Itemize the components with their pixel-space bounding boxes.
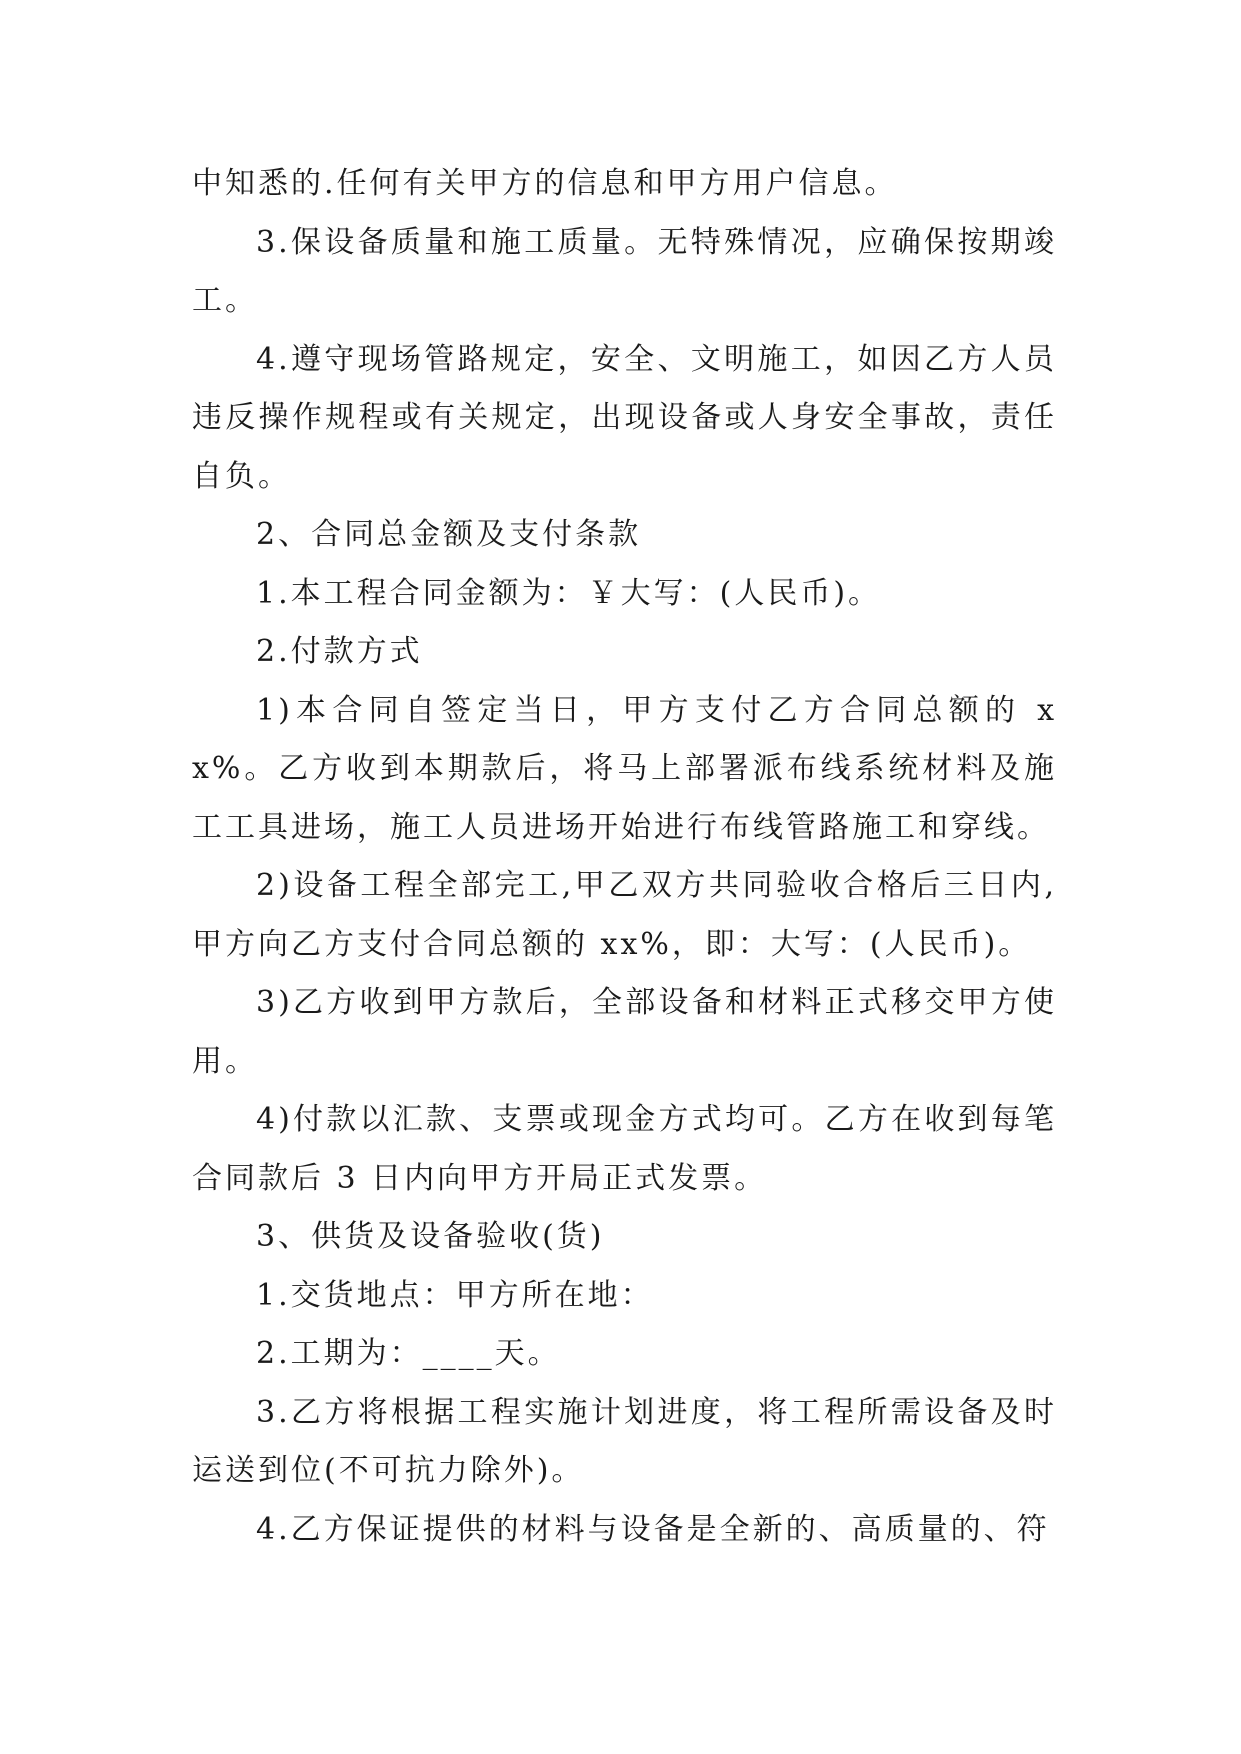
section-heading-delivery: 3、供货及设备验收(货) bbox=[256, 1219, 605, 1254]
section-heading-payment: 2、合同总金额及支付条款 bbox=[256, 517, 642, 552]
paragraph-safety-clause: 4.遵守现场管路规定，安全、文明施工，如因乙方人员违反操作规程或有关规定，出现设备或人身安全事故，责任自负。 bbox=[192, 341, 1057, 494]
paragraph-second-payment: 2)设备工程全部完工,甲乙双方共同验收合格后三日内,甲方向乙方支付合同总额的 xx%，即：大写：(人民币)。 bbox=[192, 868, 1057, 962]
paragraph-delivery-location: 1.交货地点：甲方所在地： bbox=[256, 1277, 654, 1313]
paragraph-schedule: 3.乙方将根据工程实施计划进度，将工程所需设备及时运送到位(不可抗力除外)。 bbox=[192, 1394, 1057, 1488]
paragraph-material-guarantee: 4.乙方保证提供的材料与设备是全新的、高质量的、符 bbox=[256, 1511, 1050, 1547]
paragraph-duration: 2.工期为：____天。 bbox=[256, 1336, 561, 1371]
paragraph-payment-method-heading: 2.付款方式 bbox=[256, 634, 423, 669]
paragraph-quality-clause: 3.保设备质量和施工质量。无特殊情况，应确保按期竣工。 bbox=[192, 224, 1057, 318]
contract-text-body bbox=[192, 155, 1057, 1559]
paragraph-confidentiality-end: 中知悉的.任何有关甲方的信息和甲方用户信息。 bbox=[192, 166, 898, 201]
paragraph-contract-amount: 1.本工程合同金额为：￥大写：(人民币)。 bbox=[256, 575, 882, 611]
paragraph-payment-forms: 4)付款以汇款、支票或现金方式均可。乙方在收到每笔合同款后 3 日内向甲方开局正式发票。 bbox=[192, 1102, 1057, 1196]
paragraph-handover: 3)乙方收到甲方款后，全部设备和材料正式移交甲方使用。 bbox=[192, 985, 1057, 1079]
paragraph-first-payment: 1)本合同自签定当日，甲方支付乙方合同总额的 xx%。乙方收到本期款后，将马上部署派布线系统材料及施工工具进场，施工人员进场开始进行布线管路施工和穿线。 bbox=[192, 692, 1057, 845]
